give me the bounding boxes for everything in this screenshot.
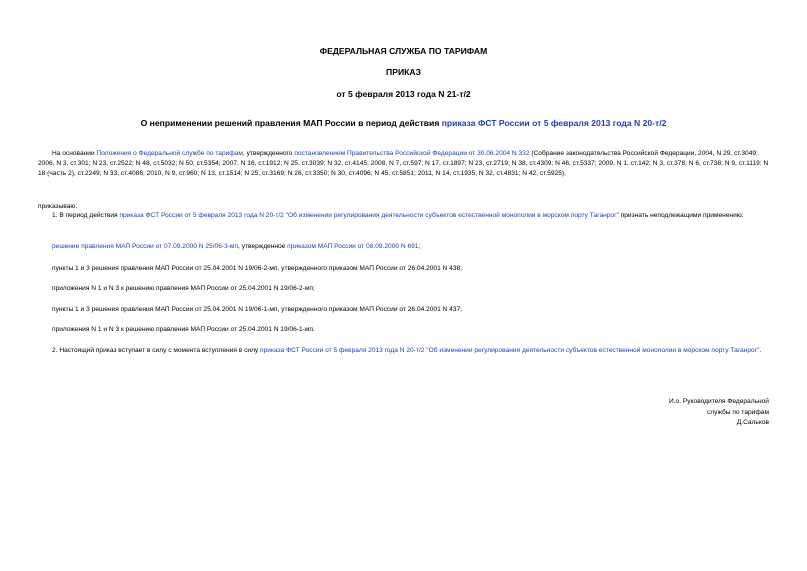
- preamble-paragraph: [38, 149, 772, 179]
- document-date-number: от 5 февраля 2013 года N 21-т/2: [336, 89, 471, 99]
- government-decree-link[interactable]: постановлением Правительства Российской Федерации от 30.06.2004 N 332: [294, 150, 530, 157]
- item-1-text-2: признать неподлежащими применению:: [618, 212, 744, 219]
- title-text: О неприменении решений правления МАП России в период действия: [140, 118, 442, 128]
- signature-position: И.о. Руководителя Федеральной: [668, 398, 769, 405]
- signature-service: службы по тарифам: [706, 408, 769, 416]
- regulation-link[interactable]: Положения о Федеральной службе по тарифам: [96, 150, 243, 157]
- list-item-b: пункты 1 и 3 решения правления МАП России от 25.04.2001 N 19/06-2-мп, утвержденного приказом МАП России от 26.04.2001 N 438;: [52, 265, 462, 272]
- title-link[interactable]: приказа ФСТ России от 5 февраля 2013 года N 20-т/2: [441, 118, 667, 128]
- map-decision-link[interactable]: решение правления МАП России от 07.09.2000 N 25/06-3-мп: [52, 243, 239, 250]
- document-type: ПРИКАЗ: [386, 67, 421, 77]
- agency-name: ФЕДЕРАЛЬНАЯ СЛУЖБА ПО ТАРИФАМ: [319, 46, 488, 56]
- list-item-a-text: , утвержденное: [238, 243, 288, 250]
- signature-name: Д.Сальков: [736, 419, 769, 426]
- item-2-text-1: 2. Настоящий приказ вступает в силу с момента вступления в силу: [52, 347, 261, 354]
- item-1-order-link[interactable]: приказа ФСТ России от 5 февраля 2013 года N 20-т/2 "Об изменении регулирования деятельности субъектов естественной монополии в морском порту Таганрог": [119, 212, 619, 219]
- list-item-a-end: ;: [418, 243, 421, 250]
- document-title: [0, 118, 807, 129]
- item-1-paragraph: [38, 211, 772, 221]
- list-item-a: [52, 242, 772, 252]
- order-word: приказываю:: [38, 203, 78, 210]
- item-2-text-2: .: [759, 347, 762, 354]
- preamble-text-2: , утвержденного: [242, 150, 295, 157]
- item-2-order-link[interactable]: приказа ФСТ России от 5 февраля 2013 года N 20-т/2 "Об изменении регулирования деятельности субъектов естественной монополии в морском порту Таганрог": [260, 347, 760, 354]
- signature-block: [469, 397, 769, 429]
- preamble-text-1: На основании: [52, 150, 97, 157]
- item-2-paragraph: [38, 346, 772, 356]
- list-item-e: приложения N 1 и N 3 к решению правления МАП России от 25.04.2001 N 19/06-1-мп.: [52, 326, 315, 333]
- preamble-text-3: (Собрание законодательства Российской Федерации, 2004, N 29, ст.3049; 2006, N 3, ст.301; N 23, ст.2522; N 48, ст.5032; N 50, ст.5354; 2007, N 16, ст.1912; N 25, ст.3039; N 32, ст.4145; 2008, N 7, ст.597; N 17, ст.1897; N 23, ст.2719; N 38, ст.4309; N 46, ст.5337; 2009, N 1, ст.142; N 3, ст.378; N 6, ст.738; N 9, ст.1119; N 18 (часть 2), ст.2249; N 33, ст.4086; 2010, N 9, ст.960; N 13, ст.1514; N 25, ст.3169; N 26, ст.3350; N 30, ст.4096; N 45, ст.5851; 2011, N 14, ст.1935; N 32, ст.4831; N 42, ст.5925),: [38, 150, 769, 177]
- list-item-c: приложения N 1 и N 3 к решению правления МАП России от 25.04.2001 N 19/06-2-мп;: [52, 285, 315, 292]
- list-item-d: пункты 1 и 3 решения правления МАП России от 25.04.2001 N 19/06-1-мп, утвержденного приказом МАП России от 26.04.2001 N 437;: [52, 306, 462, 313]
- item-1-text-1: 1. В период действия: [52, 212, 120, 219]
- map-order-link[interactable]: приказом МАП России от 08.09.2000 N 691: [287, 243, 419, 250]
